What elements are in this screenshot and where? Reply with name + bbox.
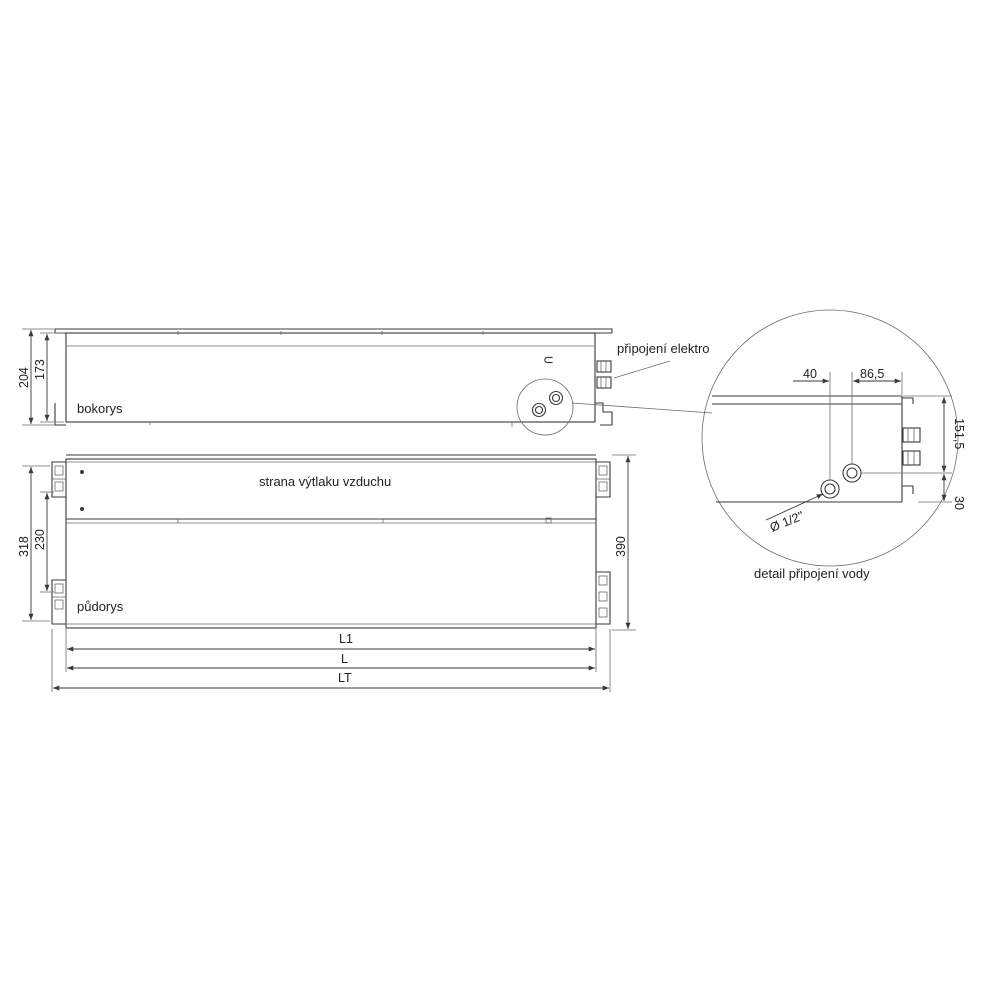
dim-230: 230: [33, 529, 47, 550]
dim-151-5: 151,5: [952, 418, 966, 450]
water-connection-icon: [533, 392, 563, 417]
dim-40: 40: [803, 367, 817, 381]
left-bracket-icon: [52, 462, 66, 624]
dim-318: 318: [17, 536, 31, 557]
pipe-diameter-label: Ø 1/2'': [767, 508, 806, 535]
fitting-symbol: ⊂: [543, 352, 554, 367]
side-view-label: bokorys: [77, 401, 123, 416]
dim-390: 390: [614, 536, 628, 557]
detail-caption: detail připojení vody: [754, 566, 870, 581]
right-bracket-icon: [596, 462, 610, 624]
top-view: [17, 455, 636, 692]
dim-lt: LT: [338, 671, 352, 685]
dim-l: L: [341, 652, 348, 666]
cable-gland-icon: [597, 361, 611, 388]
detail-pipe-icon: [821, 464, 861, 498]
air-outlet-side-label: strana výtlaku vzduchu: [259, 474, 392, 489]
detail-view: [702, 310, 966, 581]
detail-gland-icon: [903, 428, 920, 465]
dim-86-5: 86,5: [860, 367, 885, 381]
side-view: [17, 329, 712, 435]
top-view-label: půdorys: [77, 599, 124, 614]
electric-connection-label: připojení elektro: [617, 341, 710, 356]
dim-173: 173: [33, 359, 47, 380]
dim-30: 30: [952, 496, 966, 510]
dim-l1: L1: [339, 632, 353, 646]
dim-204: 204: [17, 367, 31, 388]
